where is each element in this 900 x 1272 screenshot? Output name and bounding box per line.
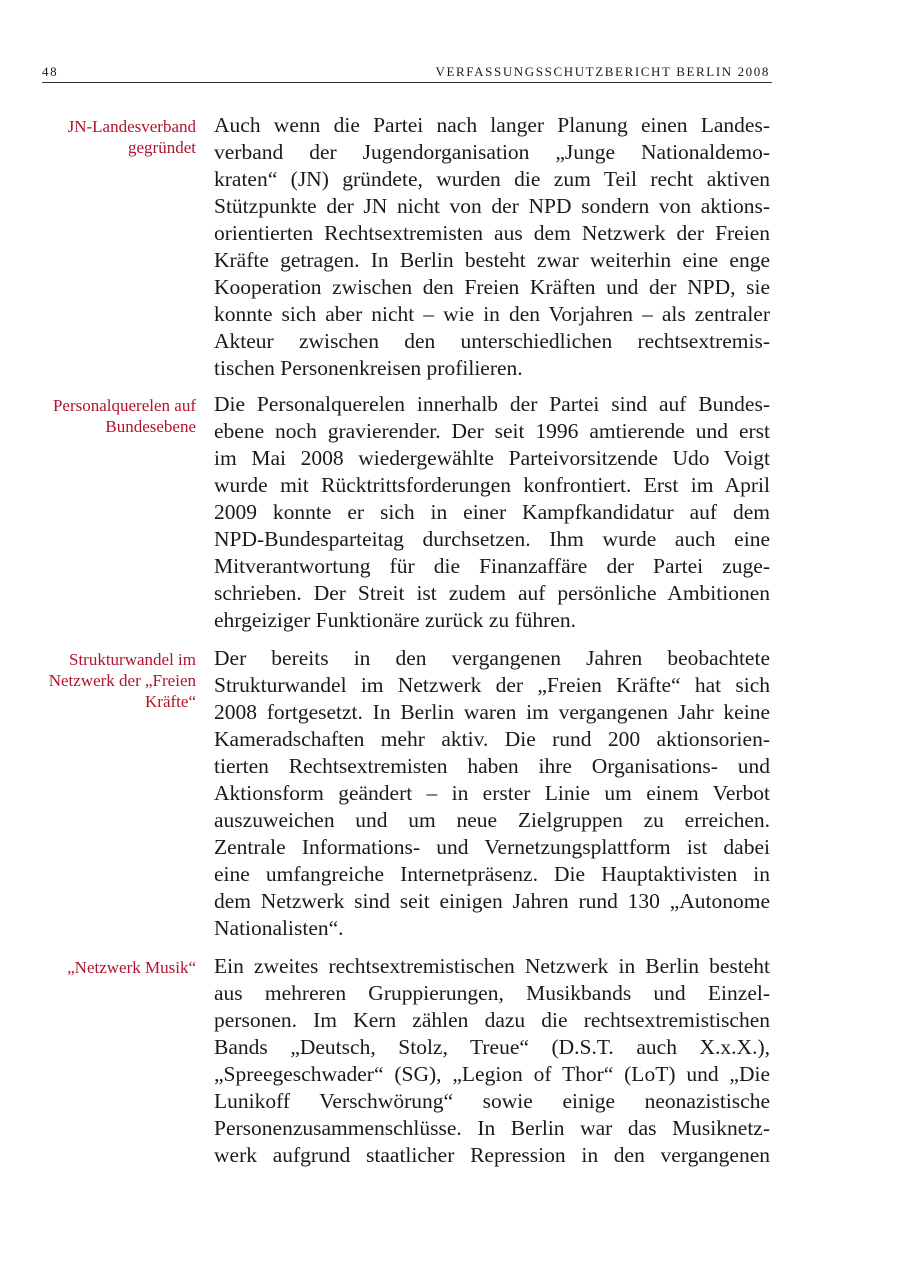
text-line: tischen Personenkreisen profilieren. (214, 356, 523, 380)
text-line: wurde mit Rücktrittsforderungen konfrontiert. Erst im April (214, 473, 770, 497)
running-title: VERFASSUNGSSCHUTZBERICHT BERLIN 2008 (435, 64, 770, 79)
text-line: schrieben. Der Streit ist zudem auf persönliche Ambitionen (214, 581, 770, 605)
text-line: Kräfte getragen. In Berlin besteht zwar weiterhin eine enge (214, 248, 770, 272)
text-line: Kooperation zwischen den Freien Kräften und der NPD, sie (214, 275, 770, 299)
text-line: ehrgeiziger Funktionäre zurück zu führen. (214, 608, 576, 632)
text-line: Akteur zwischen den unterschiedlichen rechtsextremis- (214, 329, 770, 353)
text-line: Ein zweites rechtsextremistischen Netzwerk in Berlin besteht (214, 954, 770, 978)
margin-note: JN-Landesverband gegründet (67, 117, 196, 157)
text-line: Aktionsform geändert – in erster Linie um einem Verbot (214, 781, 770, 805)
text-line: konnte sich aber nicht – wie in den Vorjahren – als zentraler (214, 302, 770, 326)
paragraph (214, 953, 770, 1169)
text-line: „Spreegeschwader“ (SG), „Legion of Thor“ (LoT) und „Die (214, 1062, 770, 1086)
margin-note: Personalquerelen auf Bundesebene (52, 396, 196, 436)
text-line: im Mai 2008 wiedergewählte Parteivorsitzende Udo Voigt (214, 446, 770, 470)
text-line: eine umfangreiche Internetpräsenz. Die Hauptaktivisten in (214, 862, 770, 886)
text-line: Kameradschaften mehr aktiv. Die rund 200 aktionsorien- (214, 727, 770, 751)
text-line: tierten Rechtsextremisten haben ihre Organisations- und (214, 754, 770, 778)
text-line: Auch wenn die Partei nach langer Planung einen Landes- (214, 113, 770, 137)
text-line: Lunikoff Verschwörung“ sowie einige neonazistische (214, 1089, 770, 1113)
page-header (42, 60, 772, 83)
text-line: verband der Jugendorganisation „Junge Nationaldemo- (214, 140, 770, 164)
text-line: Personenzusammenschlüsse. In Berlin war das Musiknetz- (214, 1116, 770, 1140)
text-line: kraten“ (JN) gründete, wurden die zum Teil recht aktiven (214, 167, 770, 191)
text-line: orientierten Rechtsextremisten aus dem Netzwerk der Freien (214, 221, 770, 245)
text-line: Strukturwandel im Netzwerk der „Freien Kräfte“ hat sich (214, 673, 770, 697)
text-line: dem Netzwerk sind seit einigen Jahren rund 130 „Autonome (214, 889, 770, 913)
text-line: Die Personalquerelen innerhalb der Partei sind auf Bundes- (214, 392, 770, 416)
text-line: Nationalisten“. (214, 916, 344, 940)
text-line: ebene noch gravierender. Der seit 1996 amtierende und erst (214, 419, 770, 443)
text-line: Stützpunkte der JN nicht von der NPD sondern von aktions- (214, 194, 770, 218)
text-line: NPD-Bundesparteitag durchsetzen. Ihm wurde auch eine (214, 527, 770, 551)
text-line: auszuweichen und um neue Zielgruppen zu erreichen. (214, 808, 770, 832)
text-line: 2008 fortgesetzt. In Berlin waren im vergangenen Jahr keine (214, 700, 770, 724)
text-line: 2009 konnte er sich in einer Kampfkandidatur auf dem (214, 500, 770, 524)
text-line: Der bereits in den vergangenen Jahren beobachtete (214, 646, 770, 670)
paragraph (214, 645, 770, 942)
margin-note: „Netzwerk Musik“ (67, 958, 196, 977)
text-line: werk aufgrund staatlicher Repression in den vergangenen (214, 1143, 770, 1167)
paragraph (214, 112, 770, 382)
paragraph (214, 391, 770, 634)
text-line: Mitverantwortung für die Finanzaffäre der Partei zuge- (214, 554, 770, 578)
text-line: personen. Im Kern zählen dazu die rechtsextremistischen (214, 1008, 770, 1032)
margin-note: Strukturwandel im Netzwerk der „Freien Kräfte“ (48, 650, 196, 711)
text-line: Zentrale Informations- und Vernetzungsplattform ist dabei (214, 835, 770, 859)
page-number: 48 (42, 64, 59, 79)
text-line: Bands „Deutsch, Stolz, Treue“ (D.S.T. auch X.x.X.), (214, 1035, 770, 1059)
text-line: aus mehreren Gruppierungen, Musikbands und Einzel- (214, 981, 770, 1005)
